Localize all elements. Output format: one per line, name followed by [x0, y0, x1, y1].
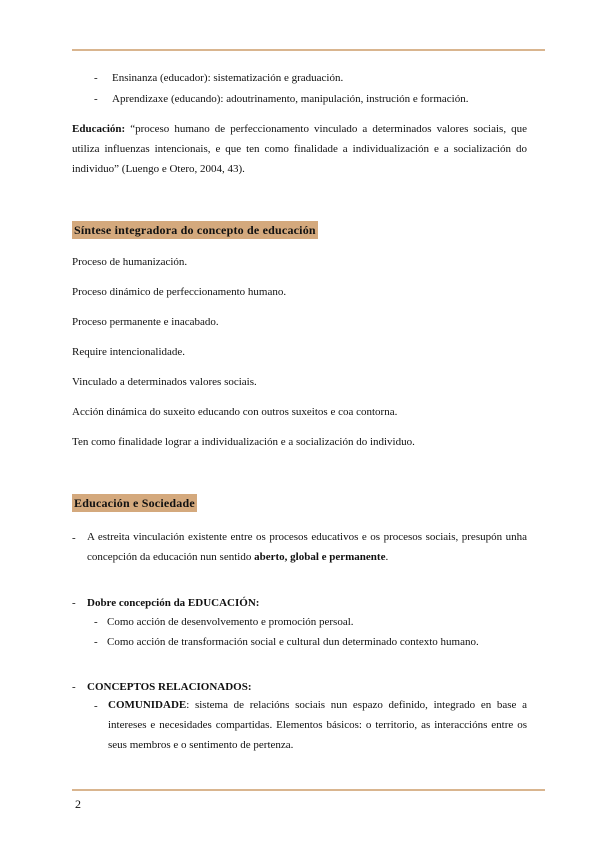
- definition-term: Educación:: [72, 123, 126, 135]
- paragraph-text: A estreita vinculación existente entre os procesos educativos e os procesos sociais, presupón unha concepción da educación nun sentido: [87, 531, 527, 563]
- bullet: -: [94, 72, 98, 84]
- list-item: Proceso permanente e inacabado.: [72, 316, 219, 328]
- list-title: Dobre concepción da EDUCACIÓN:: [87, 597, 260, 609]
- footer-rule: [72, 789, 545, 791]
- list-item: Proceso de humanización.: [72, 256, 188, 268]
- section-heading: Educación e Sociedade: [74, 496, 195, 510]
- bullet: -: [72, 681, 76, 693]
- concept-paragraph: [108, 695, 527, 755]
- bullet: -: [72, 532, 76, 544]
- bullet: -: [94, 93, 98, 105]
- list-item: [94, 71, 343, 85]
- page-number: 2: [75, 797, 81, 811]
- section-heading: Síntese integradora do concepto de educación: [74, 223, 316, 237]
- list-item: Vinculado a determinados valores sociais.: [72, 376, 257, 388]
- concept-text: : sistema de relacións sociais nun espazo definido, integrado en base a intereses e necesidades compartidas. Elementos básicos: o territorio, as interaccións entre os seus membros e o sentimento de pertenza.: [108, 699, 527, 751]
- list-title: CONCEPTOS RELACIONADOS:: [87, 681, 252, 693]
- definition-paragraph: [72, 119, 527, 179]
- paragraph-bold: aberto, global e permanente: [254, 551, 386, 563]
- bullet: -: [94, 616, 98, 628]
- bullet: -: [94, 636, 98, 648]
- definition-text: “proceso humano de perfeccionamento vinculado a determinados valores sociais, que utiliza influenzas intencionais, e que ten como finalidade a individualización e a socialización do individuo” (Luengo e Otero, 2004, 43).: [72, 123, 527, 175]
- list-item: [94, 615, 354, 629]
- bullet: -: [72, 597, 76, 609]
- list-item: [94, 92, 468, 106]
- list-item: Proceso dinámico de perfeccionamento humano.: [72, 286, 287, 298]
- bullet-text: Aprendizaxe (educando): adoutrinamento, manipulación, instrución e formación.: [112, 93, 469, 105]
- header-rule: [72, 49, 545, 51]
- list-item: [72, 596, 259, 610]
- bullet: -: [94, 700, 98, 712]
- list-item: [72, 680, 252, 694]
- list-item: [94, 635, 479, 649]
- concept-term: COMUNIDADE: [108, 699, 187, 711]
- list-item: Ten como finalidade lograr a individualización e a socialización do individuo.: [72, 436, 415, 448]
- bullet-text: Como acción de transformación social e cultural dun determinado contexto humano.: [107, 636, 479, 648]
- bullet-text: Como acción de desenvolvemento e promoción persoal.: [107, 616, 354, 628]
- list-item: Require intencionalidade.: [72, 346, 186, 358]
- paragraph-end: .: [385, 551, 389, 563]
- bullet-text: Ensinanza (educador): sistematización e graduación.: [112, 72, 344, 84]
- list-item: Acción dinámica do suxeito educando con outros suxeitos e coa contorna.: [72, 406, 398, 418]
- society-paragraph: [87, 527, 527, 567]
